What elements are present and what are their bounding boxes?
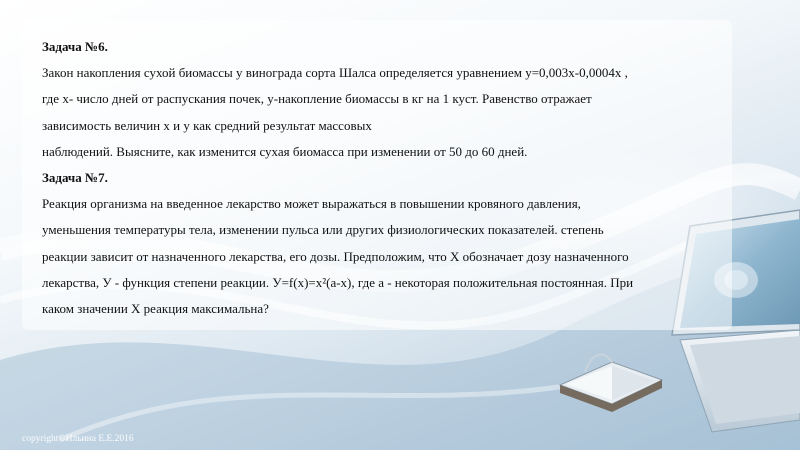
task7-line-4: лекарства, У - функция степени реакции. У=f(х)=х²(а-х), где а - некоторая положительная постоянная. При (42, 274, 634, 290)
task6-line-4: наблюдений. Выясните, как изменится сухая биомасса при изменении от 50 до 60 дней. (42, 143, 528, 159)
task7-section (42, 165, 714, 322)
task6-section (42, 34, 714, 165)
task7-title: Задача №7. (42, 170, 108, 186)
task7-line-2: уменьшения температуры тела, изменении пульса или других физиологических показателей. степень (42, 222, 604, 238)
task6-title: Задача №6. (42, 39, 108, 54)
task7-line-1: Реакция организма на введенное лекарство может выражаться в повышении кровяного давления, (42, 196, 581, 212)
task7-line-3: реакции зависит от назначенного лекарства, его дозы. Предположим, что X обозначает дозу назначенного (42, 248, 629, 264)
content-box (22, 20, 732, 330)
copyright-footer: copyright©Ильина Е.Е.2016 (22, 434, 134, 444)
task6-line-1: Закон накопления сухой биомассы у винограда сорта Шалса определяется уравнением у=0,003х-0,0004х , (42, 65, 628, 81)
task7-line-5: каком значении X реакция максимальна? (42, 301, 269, 317)
task6-line-3: зависимость величин х и у как средний результат массовых (42, 117, 372, 133)
task6-line-2: где х- число дней от распускания почек, у-накопление биомассы в кг на 1 куст. Равенство отражает (42, 91, 592, 107)
